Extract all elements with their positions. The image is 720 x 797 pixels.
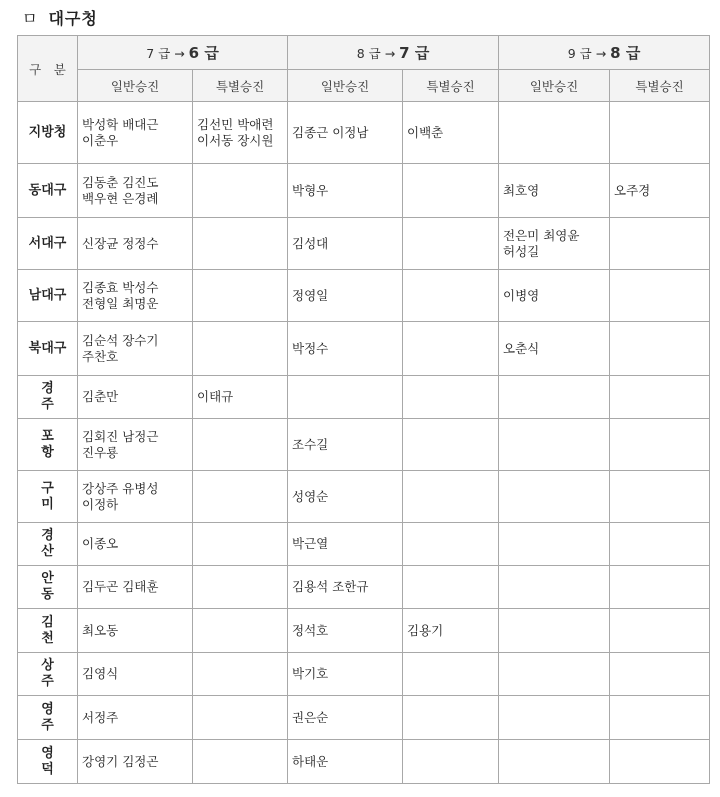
header-row-sub <box>18 70 710 102</box>
name-cell <box>499 653 610 696</box>
name-cell: 이백춘 <box>403 102 499 164</box>
name-cell <box>499 566 610 609</box>
name-cell <box>403 740 499 784</box>
name-cell <box>499 419 610 471</box>
region-cell: 포항 <box>18 419 78 471</box>
name-cell <box>193 523 288 566</box>
table-row <box>18 471 710 523</box>
name-cell <box>288 376 403 419</box>
name-cell <box>403 523 499 566</box>
name-cell: 강상주 유병성 이정하 <box>78 471 193 523</box>
name-cell <box>610 740 710 784</box>
table-row <box>18 218 710 270</box>
name-cell <box>610 471 710 523</box>
name-cell <box>499 523 610 566</box>
name-cell: 박성학 배대근 이춘우 <box>78 102 193 164</box>
sub-header: 특별승진 <box>610 70 710 102</box>
group-header-7-6: 7 급 → 6 급 <box>78 36 288 70</box>
table-row <box>18 270 710 322</box>
name-cell <box>610 270 710 322</box>
name-cell <box>610 609 710 653</box>
table-body <box>18 102 710 784</box>
region-cell: 상주 <box>18 653 78 696</box>
name-cell: 서정주 <box>78 696 193 740</box>
name-cell <box>499 740 610 784</box>
region-cell: 남대구 <box>18 270 78 322</box>
bullet-mark: ㅁ <box>22 9 39 28</box>
region-cell: 동대구 <box>18 164 78 218</box>
name-cell: 신장균 정정수 <box>78 218 193 270</box>
name-cell <box>610 102 710 164</box>
table-row <box>18 419 710 471</box>
name-cell: 정석호 <box>288 609 403 653</box>
name-cell: 김용석 조한규 <box>288 566 403 609</box>
table-row <box>18 523 710 566</box>
table-row <box>18 609 710 653</box>
name-cell <box>610 218 710 270</box>
name-cell: 오춘식 <box>499 322 610 376</box>
name-cell: 이태규 <box>193 376 288 419</box>
group-header-8-7: 8 급 → 7 급 <box>288 36 499 70</box>
name-cell <box>403 653 499 696</box>
name-cell: 김영식 <box>78 653 193 696</box>
name-cell: 정영일 <box>288 270 403 322</box>
name-cell: 김성대 <box>288 218 403 270</box>
name-cell: 김선민 박애련 이서동 장시원 <box>193 102 288 164</box>
region-cell: 경주 <box>18 376 78 419</box>
name-cell <box>193 322 288 376</box>
region-cell: 영주 <box>18 696 78 740</box>
table-row <box>18 164 710 218</box>
name-cell <box>193 218 288 270</box>
name-cell: 김종근 이정남 <box>288 102 403 164</box>
name-cell <box>403 164 499 218</box>
name-cell <box>499 471 610 523</box>
name-cell: 강영기 김정곤 <box>78 740 193 784</box>
name-cell: 성영순 <box>288 471 403 523</box>
name-cell <box>403 696 499 740</box>
table-row <box>18 102 710 164</box>
name-cell: 김회진 남정근 진우룡 <box>78 419 193 471</box>
name-cell: 이종오 <box>78 523 193 566</box>
name-cell <box>403 322 499 376</box>
table-row <box>18 740 710 784</box>
sub-header: 특별승진 <box>193 70 288 102</box>
group-header-9-8: 9 급 → 8 급 <box>499 36 710 70</box>
title-text: 대구청 <box>48 9 98 28</box>
name-cell <box>610 653 710 696</box>
name-cell <box>610 566 710 609</box>
region-cell: 영덕 <box>18 740 78 784</box>
region-cell: 지방청 <box>18 102 78 164</box>
name-cell: 최오동 <box>78 609 193 653</box>
sub-header: 일반승진 <box>78 70 193 102</box>
name-cell <box>193 740 288 784</box>
sub-header: 일반승진 <box>499 70 610 102</box>
name-cell <box>610 376 710 419</box>
region-cell: 서대구 <box>18 218 78 270</box>
name-cell: 전은미 최영윤 허성길 <box>499 218 610 270</box>
name-cell <box>193 270 288 322</box>
category-header: 구 분 <box>18 36 78 102</box>
region-cell: 북대구 <box>18 322 78 376</box>
name-cell <box>193 419 288 471</box>
region-cell: 김천 <box>18 609 78 653</box>
name-cell: 김두곤 김태훈 <box>78 566 193 609</box>
table-row <box>18 322 710 376</box>
name-cell <box>403 566 499 609</box>
name-cell <box>193 164 288 218</box>
name-cell: 김순석 장수기 주찬호 <box>78 322 193 376</box>
name-cell: 김동춘 김진도 백우현 은경례 <box>78 164 193 218</box>
name-cell <box>193 696 288 740</box>
sub-header: 특별승진 <box>403 70 499 102</box>
name-cell <box>499 609 610 653</box>
name-cell: 박형우 <box>288 164 403 218</box>
sub-header: 일반승진 <box>288 70 403 102</box>
name-cell: 박기호 <box>288 653 403 696</box>
table-row <box>18 696 710 740</box>
name-cell: 이병영 <box>499 270 610 322</box>
name-cell <box>610 523 710 566</box>
name-cell <box>610 419 710 471</box>
name-cell <box>193 566 288 609</box>
name-cell: 하태운 <box>288 740 403 784</box>
name-cell <box>403 419 499 471</box>
table-row <box>18 376 710 419</box>
name-cell: 최호영 <box>499 164 610 218</box>
name-cell <box>610 696 710 740</box>
name-cell <box>499 376 610 419</box>
name-cell: 김용기 <box>403 609 499 653</box>
name-cell <box>403 218 499 270</box>
name-cell <box>499 696 610 740</box>
name-cell <box>193 609 288 653</box>
promotion-table <box>17 35 710 784</box>
name-cell <box>193 653 288 696</box>
table-row <box>18 566 710 609</box>
name-cell <box>403 270 499 322</box>
name-cell <box>193 471 288 523</box>
name-cell <box>403 471 499 523</box>
name-cell: 김종효 박성수 전형일 최명운 <box>78 270 193 322</box>
name-cell <box>403 376 499 419</box>
region-cell: 안동 <box>18 566 78 609</box>
name-cell: 김춘만 <box>78 376 193 419</box>
name-cell <box>499 102 610 164</box>
name-cell: 조수길 <box>288 419 403 471</box>
table-row <box>18 653 710 696</box>
header-row-groups <box>18 36 710 70</box>
name-cell: 박정수 <box>288 322 403 376</box>
region-cell: 구미 <box>18 471 78 523</box>
name-cell: 권은순 <box>288 696 403 740</box>
name-cell: 박근열 <box>288 523 403 566</box>
region-cell: 경산 <box>18 523 78 566</box>
name-cell <box>610 322 710 376</box>
name-cell: 오주경 <box>610 164 710 218</box>
page-title <box>22 6 98 29</box>
